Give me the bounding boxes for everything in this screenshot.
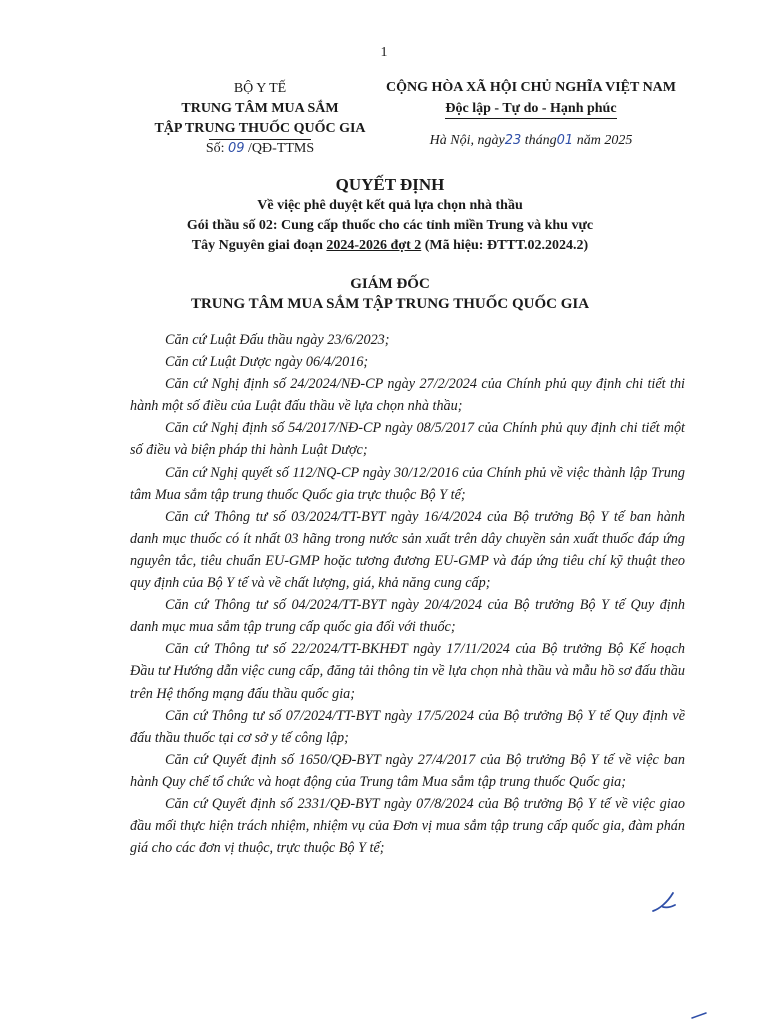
legal-basis-clause: Căn cứ Thông tư số 04/2024/TT-BYT ngày 20/4/2024 của Bộ trưởng Bộ Y tế Quy định danh mục mua sắm tập trung cấp quốc gia đối với thuốc;	[130, 597, 685, 636]
subject-line3-part-c: (Mã hiệu: ĐTTT.02.2024.2)	[424, 238, 589, 253]
ministry-name: BỘ Y TẾ	[233, 81, 287, 96]
agency-name-line2-text: TẬP TRUNG THUỐC QUỐC GIA	[154, 119, 365, 139]
national-header-block	[376, 77, 686, 151]
legal-basis-clause: Căn cứ Luật Đấu thầu ngày 23/6/2023;	[165, 332, 390, 348]
issuer-title-block	[110, 274, 670, 314]
decision-title-block	[110, 174, 670, 256]
date-month-handwritten: 01	[556, 133, 574, 148]
document-number-handwritten: 09	[228, 141, 245, 156]
legal-bases	[130, 329, 685, 859]
legal-basis-clause: Căn cứ Nghị định số 24/2024/NĐ-CP ngày 27/2/2024 của Chính phủ quy định chi tiết thi hành một số điều của Luật đấu thầu về lựa chọn nhà thầu;	[130, 376, 685, 415]
subject-line3-part-a: Tây Nguyên giai đoạn	[191, 238, 323, 253]
legal-basis-clause: Căn cứ Nghị định số 54/2017/NĐ-CP ngày 08/5/2017 của Chính phủ quy định chi tiết một số điều và biện pháp thi hành Luật Dược;	[130, 420, 685, 459]
national-motto: Độc lập - Tự do - Hạnh phúc	[445, 98, 616, 119]
legal-basis-clause: Căn cứ Luật Dược ngày 06/4/2016;	[165, 354, 369, 371]
document-number-suffix: /QĐ-TTMS	[248, 141, 315, 156]
legal-basis-clause: Căn cứ Thông tư số 22/2024/TT-BKHĐT ngày 17/11/2024 của Bộ trưởng Bộ Kế hoạch Đầu tư Hướng dẫn việc cung cấp, đăng tải thông tin về lựa chọn nhà thầu và mẫu hồ sơ đấu thầu trên Hệ thống mạng đấu thầu quốc gia;	[130, 641, 685, 702]
decision-subject-line2: Gói thầu số 02: Cung cấp thuốc cho các tỉnh miền Trung và khu vực	[186, 218, 594, 233]
corner-ink-mark	[690, 1010, 710, 1020]
subject-line3-part-b: 2024-2026 đợt 2	[326, 238, 422, 253]
legal-basis-clause: Căn cứ Thông tư số 07/2024/TT-BYT ngày 17/5/2024 của Bộ trưởng Bộ Y tế Quy định về đấu thầu thuốc tại cơ sở y tế công lập;	[130, 707, 685, 746]
initial-mark	[649, 887, 679, 917]
document-number-prefix: Số:	[205, 141, 225, 156]
legal-basis-clause: Căn cứ Thông tư số 03/2024/TT-BYT ngày 16/4/2024 của Bộ trưởng Bộ Y tế ban hành danh mục thuốc có ít nhất 03 hãng trong nước sản xuất trên dây chuyền sản xuất thuốc đáp ứng nguyên tắc, tiêu chuẩn EU-GMP hoặc tương đương EU-GMP và đáp ứng tiêu chí kỹ thuật theo quy định của Bộ Y tế và về chất lượng, giá, khả năng cung cấp;	[130, 508, 685, 592]
document-number	[130, 139, 390, 159]
issuer-title-line1: GIÁM ĐỐC	[350, 276, 430, 292]
issuer-title-line2: TRUNG TÂM MUA SẮM TẬP TRUNG THUỐC QUỐC GIA	[190, 296, 590, 312]
legal-basis-clause: Căn cứ Nghị quyết số 112/NQ-CP ngày 30/12/2016 của Chính phủ về việc thành lập Trung tâm Mua sắm tập trung thuốc Quốc gia trực thuộc Bộ Y tế;	[130, 464, 685, 503]
agency-name-line2	[130, 119, 390, 139]
country-name: CỘNG HÒA XÃ HỘI CHỦ NGHĨA VIỆT NAM	[385, 80, 676, 95]
date-month-label: tháng	[524, 133, 557, 148]
decision-title: QUYẾT ĐỊNH	[335, 175, 445, 194]
agency-name-line1: TRUNG TÂM MUA SẮM	[181, 101, 339, 116]
legal-basis-clause: Căn cứ Quyết định số 1650/QĐ-BYT ngày 27/4/2017 của Bộ trưởng Bộ Y tế về việc ban hành Quy chế tổ chức và hoạt động của Trung tâm Mua sắm tập trung thuốc Quốc gia;	[130, 751, 685, 790]
date-year: năm 2025	[576, 133, 633, 148]
page-number: 1	[380, 45, 388, 60]
date-day-handwritten: 23	[504, 133, 522, 148]
decision-subject-line3	[110, 236, 670, 256]
issuing-agency-block	[130, 79, 390, 159]
decision-subject-line1: Về việc phê duyệt kết quả lựa chọn nhà thầu	[257, 198, 523, 213]
document-date	[376, 130, 686, 151]
date-prefix: Hà Nội, ngày	[429, 133, 505, 148]
legal-basis-clause: Căn cứ Quyết định số 2331/QĐ-BYT ngày 07/8/2024 của Bộ trưởng Bộ Y tế về việc giao đầu mối thực hiện trách nhiệm, nhiệm vụ của Đơn vị mua sắm tập trung cấp quốc gia, đàm phán giá cho các đơn vị thuộc, trực thuộc Bộ Y tế;	[130, 795, 685, 857]
